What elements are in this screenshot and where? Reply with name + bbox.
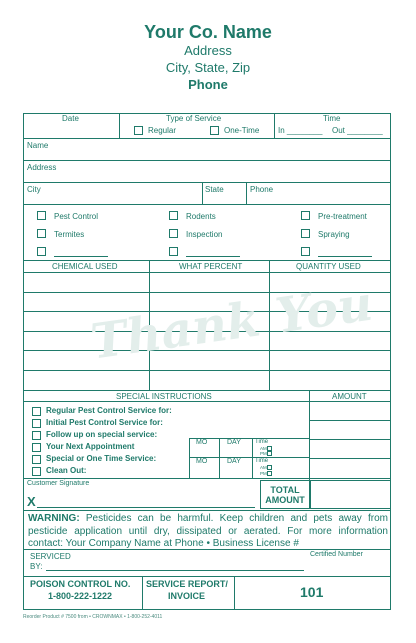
pest-control-checkbox[interactable] <box>37 211 46 220</box>
day-label-1: DAY <box>227 439 241 446</box>
chemical-used-header: CHEMICAL USED <box>52 262 118 271</box>
one-time-service-checkbox[interactable] <box>32 455 41 464</box>
serviced-by-label: BY: <box>30 562 43 571</box>
other-service-line-1[interactable] <box>54 256 108 257</box>
other-service-line-3[interactable] <box>318 256 372 257</box>
special-instructions-header: SPECIAL INSTRUCTIONS <box>116 392 212 401</box>
total-amount-field[interactable] <box>310 480 391 509</box>
pm-checkbox-2[interactable] <box>267 471 272 476</box>
invoice-title: INVOICE <box>168 591 206 601</box>
phone-field[interactable]: Phone <box>250 185 274 194</box>
one-time-checkbox[interactable] <box>210 126 219 135</box>
am-checkbox-2[interactable] <box>267 465 272 470</box>
time-label-1: Time <box>255 439 269 445</box>
company-city-line: City, State, Zip <box>165 60 251 75</box>
total-amount-box: TOTAL AMOUNT <box>260 480 310 509</box>
invoice-number: 101 <box>300 584 324 600</box>
clean-out-checkbox[interactable] <box>32 467 41 476</box>
serviced-by-line[interactable] <box>46 570 304 571</box>
pm-checkbox-1[interactable] <box>267 451 272 456</box>
mo-label-2: MO <box>196 458 208 465</box>
spraying-label: Spraying <box>318 230 350 239</box>
other-service-checkbox-3[interactable] <box>301 247 310 256</box>
reorder-footer: Reorder Product # 7500 from • CROWNMAX • 1-800-252-4011 <box>23 614 163 620</box>
time-label: Time <box>323 114 341 123</box>
signature-line[interactable] <box>37 507 255 508</box>
termites-label: Termites <box>54 230 85 239</box>
rodents-label: Rodents <box>186 212 216 221</box>
follow-up-checkbox[interactable] <box>32 431 41 440</box>
time-out-field[interactable]: Out ________ <box>332 126 383 135</box>
poison-control-number: 1-800-222-1222 <box>48 591 113 601</box>
pre-treatment-label: Pre-treatment <box>318 212 367 221</box>
special-item-4: Your Next Appointment <box>46 442 135 451</box>
termites-checkbox[interactable] <box>37 229 46 238</box>
special-item-3: Follow up on special service: <box>46 430 158 439</box>
service-report-title: SERVICE REPORT/ <box>146 579 228 589</box>
pre-treatment-checkbox[interactable] <box>301 211 310 220</box>
pest-control-label: Pest Control <box>54 212 99 221</box>
address-field[interactable]: Address <box>27 163 57 172</box>
special-item-6: Clean Out: <box>46 466 87 475</box>
service-form: Date Type of Service Regular One-Time Time In ________ Out ________ Name Address City State Phone Pest Control Rodents Pre-treatment Termites Inspection Spraying CHEMICAL USED WHAT PERCENT QUANTITY USED SPECIAL INSTRUCTIONS AMOUNT Regular Pest Control Service for: Initial Pest Control Service for: Follow up on special service: Your Next Appointment Special or One Time Service: Clean Out: MO DAY Time AM PM MO DAY Time AM PM Customer Signature X TOTAL AMOUNT WARNING: Pesticides can be harmful. Keep children and pets away from pesticide application until dry, dissipated or aerated. For more information contact: Your Company Name at Phone • Business License # SERVICED BY: Certified Number POISON CONTROL NO. 1-800-222-1222 SERVICE REPORT/ INVOICE 101 <box>23 113 391 610</box>
signature-x: X <box>27 494 36 509</box>
mo-label-1: MO <box>196 439 208 446</box>
certified-number-label: Certified Number <box>310 551 363 558</box>
day-label-2: DAY <box>227 458 241 465</box>
company-address: Address <box>184 43 232 58</box>
one-time-label: One-Time <box>224 126 260 135</box>
rodents-checkbox[interactable] <box>169 211 178 220</box>
city-field[interactable]: City <box>27 185 41 194</box>
special-item-1: Regular Pest Control Service for: <box>46 406 172 415</box>
spraying-checkbox[interactable] <box>301 229 310 238</box>
regular-checkbox[interactable] <box>134 126 143 135</box>
initial-pest-control-checkbox[interactable] <box>32 419 41 428</box>
inspection-label: Inspection <box>186 230 223 239</box>
date-label: Date <box>62 114 79 123</box>
next-appointment-checkbox[interactable] <box>32 443 41 452</box>
amount-header: AMOUNT <box>332 392 367 401</box>
warning-text: WARNING: Pesticides can be harmful. Keep children and pets away from pesticide application until dry, dissipated or aerated. For more information contact: Your Company Name at Phone • Business License # <box>28 513 388 549</box>
type-of-service-label: Type of Service <box>166 114 222 123</box>
regular-label: Regular <box>148 126 177 135</box>
customer-signature-label: Customer Signature <box>27 480 90 487</box>
other-service-checkbox-2[interactable] <box>169 247 178 256</box>
special-item-5: Special or One Time Service: <box>46 454 157 463</box>
other-service-line-2[interactable] <box>186 256 240 257</box>
regular-pest-control-checkbox[interactable] <box>32 407 41 416</box>
what-percent-header: WHAT PERCENT <box>179 262 243 271</box>
state-field[interactable]: State <box>205 185 224 194</box>
serviced-label: SERVICED <box>30 552 71 561</box>
special-item-2: Initial Pest Control Service for: <box>46 418 163 427</box>
time-label-2: Time <box>255 458 269 464</box>
thank-you-watermark: Thank You <box>87 275 377 371</box>
name-field[interactable]: Name <box>27 141 49 150</box>
poison-control-title: POISON CONTROL NO. <box>30 579 131 589</box>
inspection-checkbox[interactable] <box>169 229 178 238</box>
company-name: Your Co. Name <box>144 22 272 42</box>
time-in-field[interactable]: In ________ <box>278 126 323 135</box>
quantity-used-header: QUANTITY USED <box>296 262 361 271</box>
company-phone: Phone <box>188 77 228 92</box>
other-service-checkbox-1[interactable] <box>37 247 46 256</box>
